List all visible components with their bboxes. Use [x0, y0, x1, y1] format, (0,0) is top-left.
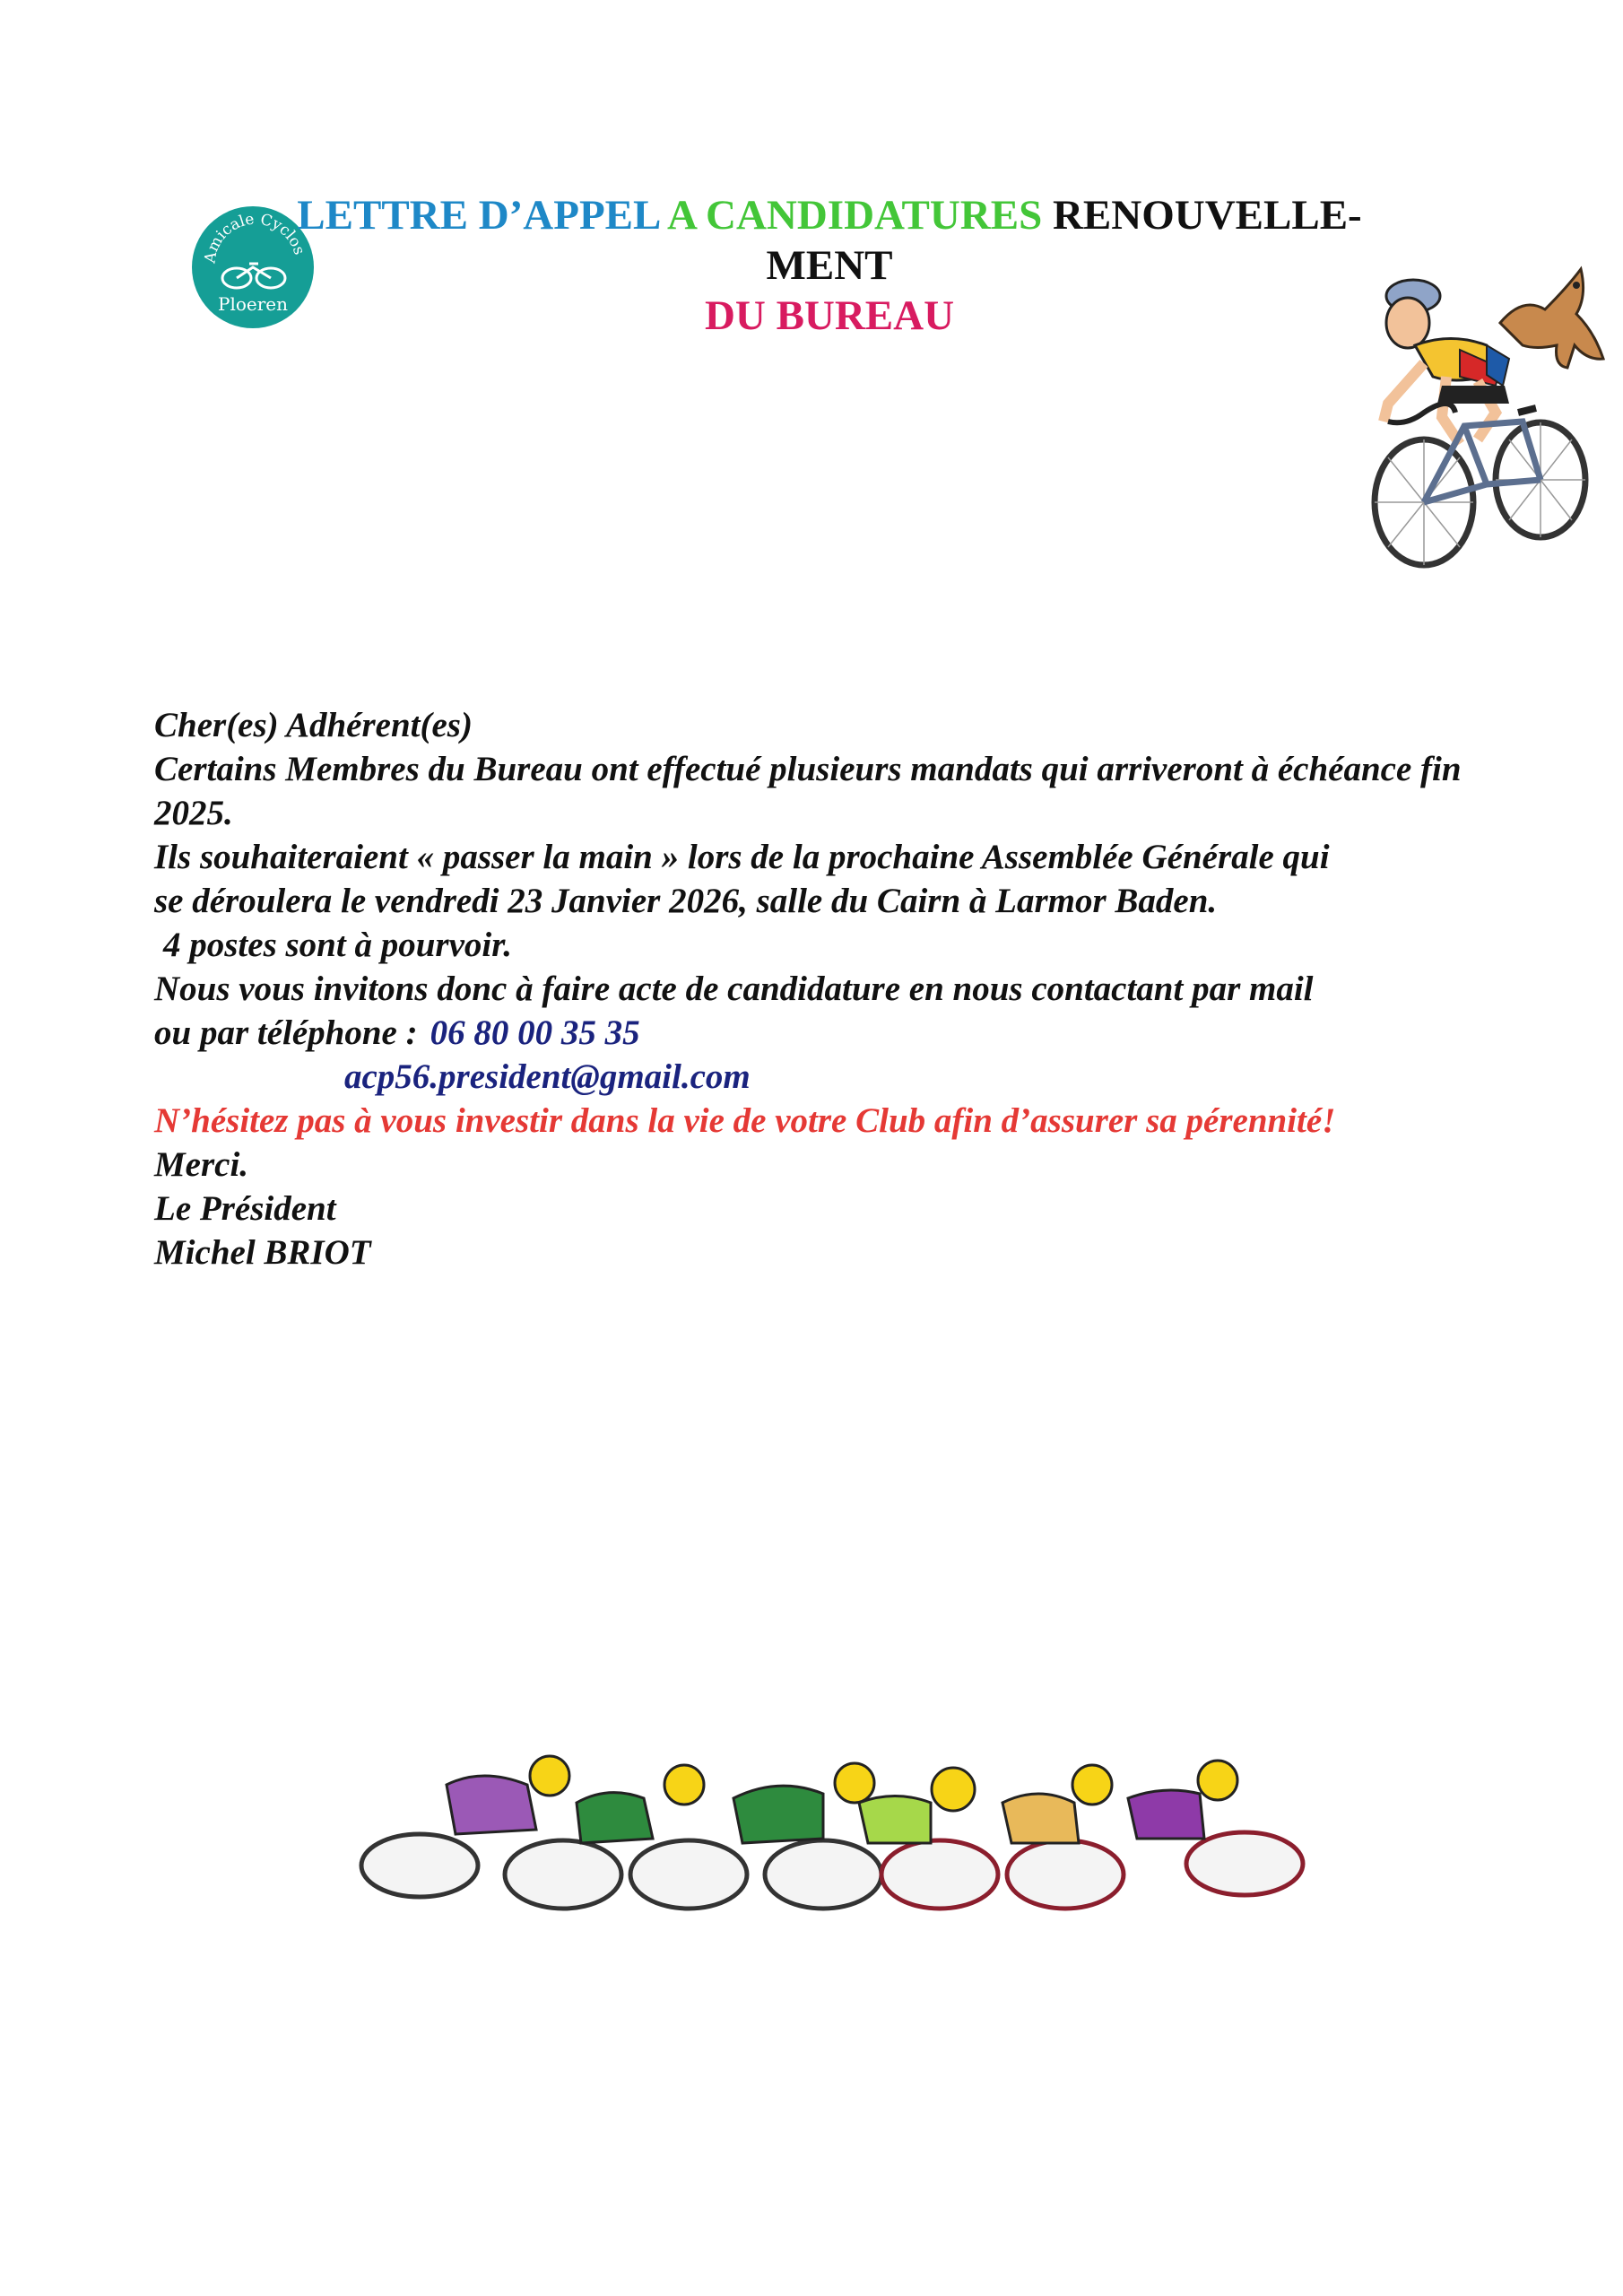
email-address: acp56.president@gmail.com	[344, 1057, 751, 1096]
title-line-3: DU BUREAU	[704, 292, 955, 339]
paragraph-postes: 4 postes sont à pourvoir.	[163, 926, 512, 964]
title-part-3: RENOUVELLE-	[1052, 192, 1362, 239]
wheels	[361, 1832, 1303, 1909]
cartoon-cyclists-group-illustration	[357, 1749, 1307, 1928]
bicycle-illustration	[1375, 404, 1585, 565]
paragraph-assemblee-line-1: Ils souhaiteraient « passer la main » lors de la prochaine Assemblée Générale qui	[154, 838, 1330, 876]
paragraph-invite	[154, 967, 1481, 1055]
title-line-2: MENT	[766, 242, 893, 289]
paragraph-assemblee-line-2: se déroulera le vendredi 23 Janvier 2026, salle du Cairn à Larmor Baden.	[154, 882, 1218, 920]
call-to-action: N’hésitez pas à vous investir dans la vie de votre Club afin d’assurer sa pérennité!	[154, 1101, 1336, 1140]
signature-role: Le Président	[154, 1189, 336, 1228]
thanks: Merci.	[154, 1145, 249, 1184]
title-line-1	[269, 190, 1390, 240]
dog-illustration	[1500, 269, 1603, 368]
letter-body	[154, 703, 1481, 1274]
rider-illustration	[1384, 280, 1509, 444]
logo-text-top: Amicale Cyclos	[201, 210, 308, 265]
paragraph-invite-line-2: ou par téléphone :	[154, 1013, 418, 1052]
page-title	[269, 190, 1390, 341]
paragraph-assemblee	[154, 835, 1481, 923]
phone-number: 06 80 00 35 35	[430, 1013, 640, 1052]
paragraph-invite-line-1: Nous vous invitons donc à faire acte de candidature en nous contactant par mail	[154, 970, 1314, 1008]
riders-bodies	[447, 1756, 1237, 1843]
paragraph-mandats: Certains Membres du Bureau ont effectué plusieurs mandats qui arriveront à échéance fin 2025.	[154, 750, 1462, 832]
cartoon-cyclist-illustration	[1352, 260, 1612, 578]
greeting: Cher(es) Adhérent(es)	[154, 706, 473, 744]
signature-name: Michel BRIOT	[154, 1233, 371, 1272]
logo-text-bottom: Ploeren	[217, 293, 289, 315]
title-part-2: A CANDIDATURES	[666, 192, 1053, 239]
title-part-1: LETTRE D’APPEL	[297, 192, 667, 239]
